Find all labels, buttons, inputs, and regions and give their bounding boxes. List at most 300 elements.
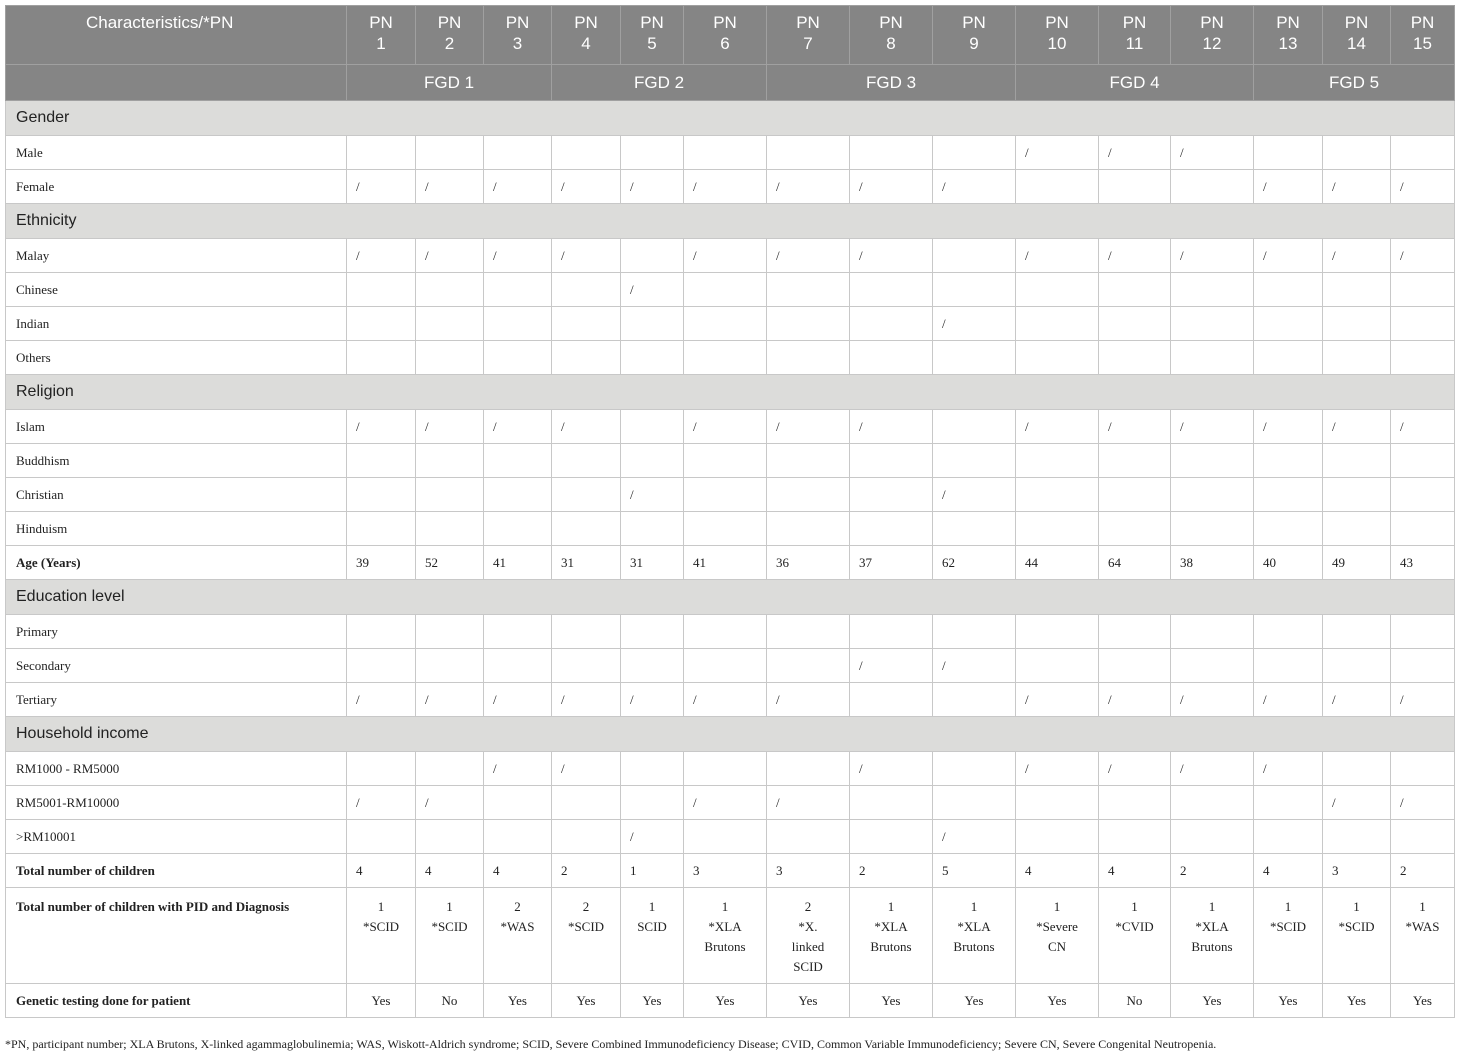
table-cell [933, 239, 1016, 273]
table-cell: / [1254, 170, 1323, 204]
table-row [6, 512, 1455, 546]
table-cell: / [416, 683, 484, 717]
table-cell: / [416, 170, 484, 204]
row-label: Hinduism [6, 512, 347, 546]
table-cell: Yes [850, 984, 933, 1018]
header-blank-cell [6, 65, 347, 101]
table-cell: / [850, 170, 933, 204]
section-heading: Education level [6, 580, 1455, 615]
table-cell [1254, 478, 1323, 512]
table-cell [416, 615, 484, 649]
row-label: Total number of children with PID and Diagnosis [6, 888, 347, 984]
table-cell [552, 136, 621, 170]
table-cell: / [416, 239, 484, 273]
table-cell [552, 444, 621, 478]
table-cell: / [1016, 136, 1099, 170]
table-cell: No [1099, 984, 1171, 1018]
group-header-fgd5: FGD 5 [1254, 65, 1455, 101]
row-label: Chinese [6, 273, 347, 307]
table-cell: 2 *SCID [552, 888, 621, 984]
table-cell: / [684, 786, 767, 820]
table-cell [1171, 341, 1254, 375]
table-cell: Yes [684, 984, 767, 1018]
row-label: Malay [6, 239, 347, 273]
table-cell [621, 615, 684, 649]
participant-header-pn5: PN 5 [621, 6, 684, 65]
table-cell: 44 [1016, 546, 1099, 580]
table-cell [1099, 307, 1171, 341]
table-cell [850, 786, 933, 820]
table-cell: Yes [484, 984, 552, 1018]
table-cell [1099, 820, 1171, 854]
table-cell: 2 *WAS [484, 888, 552, 984]
table-cell [1391, 478, 1455, 512]
table-cell [1099, 478, 1171, 512]
section-row [6, 204, 1455, 239]
table-cell: 1 [621, 854, 684, 888]
row-label: Total number of children [6, 854, 347, 888]
table-cell [1016, 273, 1099, 307]
table-cell [1323, 512, 1391, 546]
table-cell: 1 *SCID [416, 888, 484, 984]
table-cell: 39 [347, 546, 416, 580]
table-row [6, 820, 1455, 854]
table-cell: / [1391, 239, 1455, 273]
table-cell [1171, 512, 1254, 546]
table-cell: / [1016, 410, 1099, 444]
table-row [6, 649, 1455, 683]
table-cell [684, 444, 767, 478]
table-cell [1171, 820, 1254, 854]
table-cell [767, 512, 850, 546]
table-cell [552, 307, 621, 341]
row-label: RM5001-RM10000 [6, 786, 347, 820]
table-cell [621, 410, 684, 444]
table-cell: / [1016, 239, 1099, 273]
participant-header-pn1: PN 1 [347, 6, 416, 65]
table-row [6, 239, 1455, 273]
table-cell: / [767, 786, 850, 820]
table-cell [1171, 478, 1254, 512]
table-cell [767, 615, 850, 649]
table-cell [1099, 615, 1171, 649]
table-row [6, 410, 1455, 444]
table-cell: 1 *XLA Brutons [850, 888, 933, 984]
table-cell [484, 615, 552, 649]
table-cell [933, 786, 1016, 820]
table-cell [1016, 170, 1099, 204]
table-cell: 3 [767, 854, 850, 888]
participant-header-pn15: PN 15 [1391, 6, 1455, 65]
table-cell: / [933, 820, 1016, 854]
table-cell: / [1391, 170, 1455, 204]
table-cell: Yes [1391, 984, 1455, 1018]
participant-header-pn12: PN 12 [1171, 6, 1254, 65]
table-cell: / [621, 273, 684, 307]
row-label: Secondary [6, 649, 347, 683]
table-cell [1171, 615, 1254, 649]
table-cell [484, 341, 552, 375]
table-cell: 1 *SCID [347, 888, 416, 984]
row-label: Primary [6, 615, 347, 649]
table-cell [1391, 444, 1455, 478]
table-cell: Yes [621, 984, 684, 1018]
table-cell [933, 341, 1016, 375]
table-cell [1099, 512, 1171, 546]
table-cell: 2 [850, 854, 933, 888]
table-cell [1323, 341, 1391, 375]
table-cell: / [552, 752, 621, 786]
table-cell [933, 444, 1016, 478]
table-cell [933, 136, 1016, 170]
table-cell [416, 341, 484, 375]
table-cell: 43 [1391, 546, 1455, 580]
section-heading: Household income [6, 717, 1455, 752]
table-row [6, 786, 1455, 820]
table-cell [684, 478, 767, 512]
table-cell [850, 615, 933, 649]
table-cell [1323, 273, 1391, 307]
table-cell: 4 [1016, 854, 1099, 888]
table-cell [347, 615, 416, 649]
table-cell: 1 *WAS [1391, 888, 1455, 984]
table-cell [621, 136, 684, 170]
table-cell: 1 *XLA Brutons [684, 888, 767, 984]
table-cell: / [1254, 752, 1323, 786]
table-cell [767, 273, 850, 307]
table-cell: 4 [484, 854, 552, 888]
table-cell [416, 444, 484, 478]
table-cell: / [1099, 239, 1171, 273]
table-cell [484, 649, 552, 683]
table-cell: 36 [767, 546, 850, 580]
table-cell [1171, 170, 1254, 204]
table-cell [1099, 170, 1171, 204]
table-cell [416, 820, 484, 854]
table-cell [1099, 786, 1171, 820]
table-cell [850, 512, 933, 546]
table-cell: / [767, 410, 850, 444]
table-cell [484, 273, 552, 307]
table-cell: / [1099, 752, 1171, 786]
table-cell [767, 136, 850, 170]
table-cell [850, 307, 933, 341]
table-cell: / [1254, 683, 1323, 717]
table-cell: / [933, 478, 1016, 512]
table-row [6, 546, 1455, 580]
table-cell [1323, 478, 1391, 512]
table-cell [484, 478, 552, 512]
table-cell: 31 [552, 546, 621, 580]
participant-characteristics-table [5, 5, 1455, 1018]
row-label: Others [6, 341, 347, 375]
table-cell: / [1171, 752, 1254, 786]
table-cell: 31 [621, 546, 684, 580]
table-cell [347, 478, 416, 512]
table-cell: 1 *SCID [1323, 888, 1391, 984]
table-cell: / [1323, 239, 1391, 273]
table-cell [1254, 820, 1323, 854]
table-cell [684, 649, 767, 683]
table-cell [347, 341, 416, 375]
table-row [6, 136, 1455, 170]
row-label: Female [6, 170, 347, 204]
group-header-fgd3: FGD 3 [767, 65, 1016, 101]
table-cell: Yes [552, 984, 621, 1018]
table-cell [1391, 512, 1455, 546]
table-cell [684, 752, 767, 786]
table-row [6, 273, 1455, 307]
table-cell [767, 478, 850, 512]
table-cell: / [1323, 683, 1391, 717]
row-label: Indian [6, 307, 347, 341]
table-cell [767, 444, 850, 478]
table-cell: / [850, 649, 933, 683]
table-cell [621, 307, 684, 341]
table-cell [552, 341, 621, 375]
participant-header-pn13: PN 13 [1254, 6, 1323, 65]
section-row [6, 375, 1455, 410]
table-cell [1391, 649, 1455, 683]
table-cell [1171, 273, 1254, 307]
table-cell [850, 341, 933, 375]
table-cell: Yes [767, 984, 850, 1018]
row-label: RM1000 - RM5000 [6, 752, 347, 786]
table-cell: 41 [484, 546, 552, 580]
row-label: Christian [6, 478, 347, 512]
participant-header-pn2: PN 2 [416, 6, 484, 65]
table-cell [1391, 752, 1455, 786]
table-cell: / [850, 752, 933, 786]
participant-header-pn6: PN 6 [684, 6, 767, 65]
table-cell [850, 683, 933, 717]
table-cell: / [767, 683, 850, 717]
table-cell [484, 820, 552, 854]
table-cell: / [552, 239, 621, 273]
table-row [6, 341, 1455, 375]
characteristics-header: Characteristics/*PN [6, 6, 347, 65]
row-label: Islam [6, 410, 347, 444]
participant-header-pn10: PN 10 [1016, 6, 1099, 65]
row-label: Male [6, 136, 347, 170]
table-cell: / [684, 170, 767, 204]
table-cell [347, 444, 416, 478]
table-cell [933, 683, 1016, 717]
table-row [6, 683, 1455, 717]
table-cell [933, 410, 1016, 444]
table-cell [347, 512, 416, 546]
table-cell [767, 307, 850, 341]
table-cell [1016, 820, 1099, 854]
table-cell: 4 [1254, 854, 1323, 888]
table-cell [1323, 615, 1391, 649]
table-cell: 1 SCID [621, 888, 684, 984]
table-cell [1016, 478, 1099, 512]
table-row [6, 752, 1455, 786]
table-cell: / [1323, 170, 1391, 204]
table-cell: / [1323, 410, 1391, 444]
section-row [6, 717, 1455, 752]
table-cell: 38 [1171, 546, 1254, 580]
table-cell [767, 820, 850, 854]
table-cell [1323, 752, 1391, 786]
group-header-fgd4: FGD 4 [1016, 65, 1254, 101]
table-cell [1099, 273, 1171, 307]
participant-header-pn3: PN 3 [484, 6, 552, 65]
table-cell [552, 478, 621, 512]
table-cell [684, 615, 767, 649]
table-cell: Yes [347, 984, 416, 1018]
table-cell [1323, 649, 1391, 683]
table-cell: / [1016, 683, 1099, 717]
table-cell [484, 512, 552, 546]
table-cell: / [684, 410, 767, 444]
table-cell: / [347, 170, 416, 204]
table-cell: 62 [933, 546, 1016, 580]
table-cell: / [684, 239, 767, 273]
table-cell [1391, 615, 1455, 649]
table-cell: Yes [1171, 984, 1254, 1018]
table-cell: Yes [1016, 984, 1099, 1018]
table-cell [552, 649, 621, 683]
table-cell [416, 649, 484, 683]
table-cell [850, 478, 933, 512]
table-cell [1323, 307, 1391, 341]
table-cell: / [1171, 239, 1254, 273]
table-cell: 1 *XLA Brutons [1171, 888, 1254, 984]
table-cell: / [1323, 786, 1391, 820]
table-cell: / [850, 410, 933, 444]
table-cell: / [347, 786, 416, 820]
table-cell: / [484, 752, 552, 786]
table-cell: / [1099, 136, 1171, 170]
table-cell: / [1171, 683, 1254, 717]
table-cell [933, 273, 1016, 307]
table-cell: 3 [684, 854, 767, 888]
table-cell [850, 273, 933, 307]
table-cell: / [416, 786, 484, 820]
table-cell: Yes [1254, 984, 1323, 1018]
participant-header-pn4: PN 4 [552, 6, 621, 65]
table-cell: / [850, 239, 933, 273]
table-cell [850, 820, 933, 854]
table-cell [1016, 786, 1099, 820]
table-cell [850, 444, 933, 478]
table-cell: / [1254, 239, 1323, 273]
table-cell: / [621, 683, 684, 717]
table-cell [1254, 273, 1323, 307]
table-cell [347, 273, 416, 307]
table-cell: No [416, 984, 484, 1018]
table-cell [416, 307, 484, 341]
table-cell [552, 512, 621, 546]
table-cell [1254, 786, 1323, 820]
table-cell: 52 [416, 546, 484, 580]
table-cell: / [347, 239, 416, 273]
table-cell: / [1099, 683, 1171, 717]
table-cell [1171, 786, 1254, 820]
row-label: Genetic testing done for patient [6, 984, 347, 1018]
table-cell [1016, 307, 1099, 341]
table-cell: 2 *X. linked SCID [767, 888, 850, 984]
table-row [6, 888, 1455, 984]
table-cell [347, 307, 416, 341]
table-cell [1016, 615, 1099, 649]
table-cell: / [1391, 410, 1455, 444]
table-row [6, 615, 1455, 649]
table-cell [347, 820, 416, 854]
table-cell [684, 341, 767, 375]
table-cell: 4 [416, 854, 484, 888]
table-cell: 1 *SCID [1254, 888, 1323, 984]
table-cell [1254, 444, 1323, 478]
table-cell [1391, 341, 1455, 375]
table-cell: / [484, 239, 552, 273]
participant-header-pn11: PN 11 [1099, 6, 1171, 65]
participant-header-pn9: PN 9 [933, 6, 1016, 65]
table-cell: / [767, 239, 850, 273]
row-label: Age (Years) [6, 546, 347, 580]
table-cell [933, 615, 1016, 649]
table-cell: / [621, 478, 684, 512]
participant-header-pn14: PN 14 [1323, 6, 1391, 65]
table-cell [1254, 136, 1323, 170]
row-label: >RM10001 [6, 820, 347, 854]
table-cell: / [484, 683, 552, 717]
table-cell [684, 307, 767, 341]
table-cell [484, 444, 552, 478]
table-cell [767, 752, 850, 786]
table-cell [933, 512, 1016, 546]
table-cell [1254, 341, 1323, 375]
table-cell [621, 752, 684, 786]
table-cell [552, 786, 621, 820]
section-heading: Gender [6, 101, 1455, 136]
table-cell [1016, 649, 1099, 683]
table-cell [1254, 615, 1323, 649]
table-cell [621, 341, 684, 375]
header-row-groups [6, 65, 1455, 101]
table-cell: 1 *Severe CN [1016, 888, 1099, 984]
table-cell: 2 [1391, 854, 1455, 888]
table-row [6, 478, 1455, 512]
table-cell: 49 [1323, 546, 1391, 580]
table-cell: / [1171, 136, 1254, 170]
table-cell [484, 786, 552, 820]
section-heading: Religion [6, 375, 1455, 410]
table-cell: / [1099, 410, 1171, 444]
table-cell: Yes [1323, 984, 1391, 1018]
table-cell [1016, 512, 1099, 546]
table-cell [621, 649, 684, 683]
table-cell [1391, 136, 1455, 170]
table-cell [767, 341, 850, 375]
table-cell [684, 136, 767, 170]
table-cell [484, 307, 552, 341]
table-cell [1099, 444, 1171, 478]
table-cell: / [621, 820, 684, 854]
table-cell [933, 752, 1016, 786]
table-cell: 2 [1171, 854, 1254, 888]
row-label: Tertiary [6, 683, 347, 717]
table-cell: 4 [347, 854, 416, 888]
table-cell: / [552, 170, 621, 204]
table-header [6, 6, 1455, 101]
table-cell: / [347, 683, 416, 717]
table-cell [347, 649, 416, 683]
table-cell: 2 [552, 854, 621, 888]
table-cell [621, 444, 684, 478]
